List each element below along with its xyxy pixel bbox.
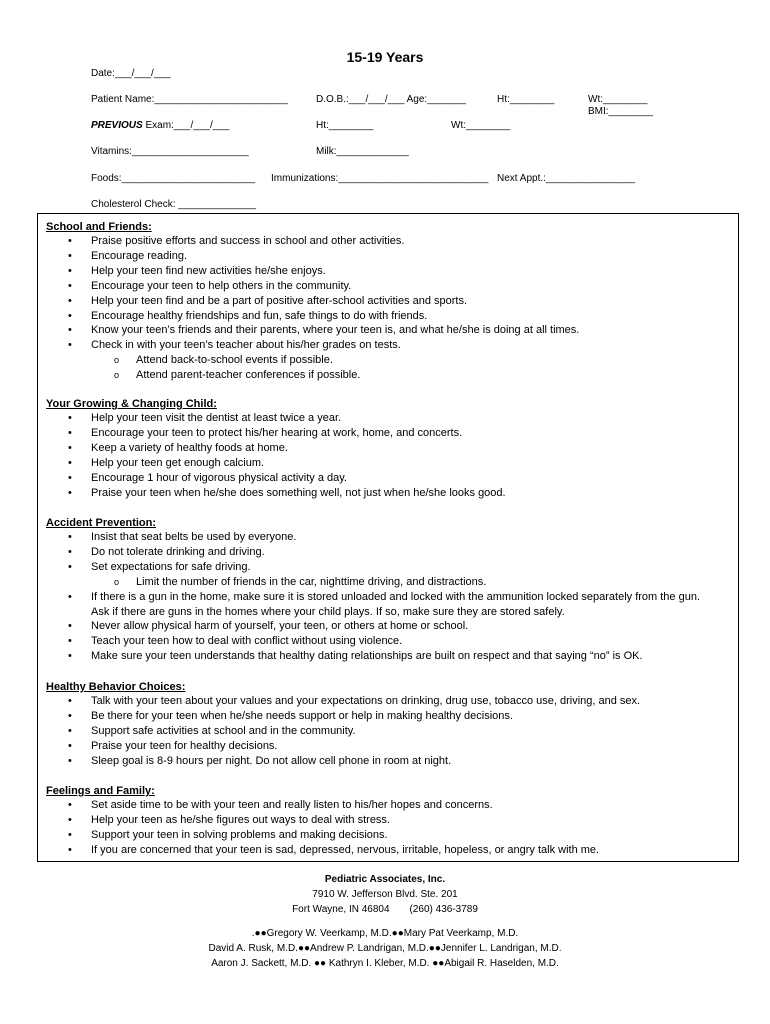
list-item: • Encourage your teen to help others in the community. <box>46 279 579 294</box>
foods-field[interactable]: Foods:________________________ <box>91 173 256 184</box>
bullet-list <box>46 694 640 769</box>
page-title: 15-19 Years <box>346 49 424 65</box>
list-item: • Praise positive efforts and success in school and other activities. <box>46 234 579 249</box>
growing-changing-section <box>46 397 506 500</box>
section-heading: Accident Prevention: <box>46 517 157 529</box>
bullet-list <box>46 798 599 858</box>
list-item: • Talk with your teen about your values and your expectations on drinking, drug use, tobacco use, driving, and sex. <box>46 694 640 709</box>
section-heading: Healthy Behavior Choices: <box>46 681 186 693</box>
healthy-behavior-section <box>46 680 640 769</box>
list-item: • Set aside time to be with your teen and really listen to his/her hopes and concerns. <box>46 798 599 813</box>
list-item: • Help your teen as he/she figures out ways to deal with stress. <box>46 813 599 828</box>
physicians-line-1: .●●Gregory W. Veerkamp, M.D.●●Mary Pat Veerkamp, M.D. <box>251 928 519 939</box>
list-item: • Sleep goal is 8-9 hours per night. Do not allow cell phone in room at night. <box>46 754 640 769</box>
list-item: • If there is a gun in the home, make sure it is stored unloaded and locked with the ammunition locked separately from the gun. Ask if there are guns in the homes where your child plays. If so, make sure they are stored safely. <box>46 590 711 620</box>
bullet-list <box>46 234 579 383</box>
vitamins-field[interactable]: Vitamins:_____________________ <box>91 146 249 157</box>
list-item: • Know your teen’s friends and their parents, where your teen is, and what he/she is doing at all times. <box>46 323 579 338</box>
guidance-box <box>37 213 739 862</box>
bullet-list <box>46 411 506 500</box>
physician-list <box>0 926 770 971</box>
list-item: • Help your teen find and be a part of positive after-school activities and sports. <box>46 294 579 309</box>
list-item: • Check in with your teen’s teacher about his/her grades on tests. <box>46 338 579 353</box>
patient-name-field[interactable]: Patient Name:________________________ <box>91 94 288 105</box>
list-item: • Help your teen visit the dentist at least twice a year. <box>46 411 506 426</box>
immunizations-field[interactable]: Immunizations:___________________________ <box>271 173 489 184</box>
list-item: • Help your teen find new activities he/she enjoys. <box>46 264 579 279</box>
previous-height-field[interactable]: Ht:________ <box>316 120 374 131</box>
list-item: • Support your teen in solving problems and making decisions. <box>46 828 599 843</box>
list-item: • Help your teen get enough calcium. <box>46 456 506 471</box>
list-item: • Praise your teen for healthy decisions. <box>46 739 640 754</box>
physicians-line-3: Aaron J. Sackett, M.D. ●● Kathryn I. Kleber, M.D. ●●Abigail R. Haselden, M.D. <box>211 958 559 969</box>
sub-list-item: o Limit the number of friends in the car, nighttime driving, and distractions. <box>46 575 711 590</box>
previous-weight-field[interactable]: Wt:________ <box>451 120 511 131</box>
dob-age-field[interactable]: D.O.B.:___/___/___ Age:_______ <box>316 94 467 105</box>
company-city: Fort Wayne, IN 46804 <box>292 904 390 915</box>
company-name: Pediatric Associates, Inc. <box>324 874 446 885</box>
list-item: • Encourage your teen to protect his/her hearing at work, home, and concerts. <box>46 426 506 441</box>
list-item: • Praise your teen when he/she does something well, not just when he/she looks good. <box>46 486 506 501</box>
list-item: • Support safe activities at school and in the community. <box>46 724 640 739</box>
bullet-list <box>46 530 711 664</box>
next-appointment-field[interactable]: Next Appt.:________________ <box>497 173 635 184</box>
feelings-family-section <box>46 784 599 858</box>
sub-list-item: o Attend back-to-school events if possible. <box>46 353 579 368</box>
list-item: • Encourage reading. <box>46 249 579 264</box>
school-friends-section <box>46 220 579 383</box>
height-field[interactable]: Ht:________ <box>497 94 555 105</box>
previous-exam-field[interactable] <box>91 120 229 131</box>
cholesterol-check-field[interactable]: Cholesterol Check: ______________ <box>91 199 257 210</box>
company-phone: (260) 436-3789 <box>409 904 478 915</box>
list-item: • Never allow physical harm of yourself, your teen, or others at home or school. <box>46 619 711 634</box>
date-field[interactable]: Date:___/___/___ <box>91 68 171 79</box>
sub-list-item: o Attend parent-teacher conferences if possible. <box>46 368 579 383</box>
bmi-field[interactable]: BMI:________ <box>588 106 654 117</box>
physicians-line-2: David A. Rusk, M.D.●●Andrew P. Landrigan, M.D.●●Jennifer L. Landrigan, M.D. <box>208 943 562 954</box>
list-item: • Insist that seat belts be used by everyone. <box>46 530 711 545</box>
accident-prevention-section <box>46 516 711 664</box>
previous-exam-date: Exam:___/___/___ <box>142 120 230 131</box>
section-heading: Your Growing & Changing Child: <box>46 398 217 410</box>
milk-field[interactable]: Milk:_____________ <box>316 146 409 157</box>
section-heading: School and Friends: <box>46 221 152 233</box>
section-heading: Feelings and Family: <box>46 785 155 797</box>
company-address: 7910 W. Jefferson Blvd. Ste. 201 <box>312 889 458 900</box>
city-phone-line <box>0 902 770 917</box>
list-item: • Make sure your teen understands that healthy dating relationships are built on respect and that saying “no” is OK. <box>46 649 711 664</box>
list-item: • Teach your teen how to deal with conflict without using violence. <box>46 634 711 649</box>
list-item: • Be there for your teen when he/she needs support or help in making healthy decisions. <box>46 709 640 724</box>
weight-field[interactable]: Wt:________ <box>588 94 648 105</box>
list-item: • Set expectations for safe driving. <box>46 560 711 575</box>
practice-info <box>0 872 770 917</box>
list-item: • Keep a variety of healthy foods at home. <box>46 441 506 456</box>
list-item: • If you are concerned that your teen is sad, depressed, nervous, irritable, hopeless, or angry talk with me. <box>46 843 599 858</box>
list-item: • Encourage healthy friendships and fun, safe things to do with friends. <box>46 309 579 324</box>
list-item: • Do not tolerate drinking and driving. <box>46 545 711 560</box>
list-item: • Encourage 1 hour of vigorous physical activity a day. <box>46 471 506 486</box>
previous-label: PREVIOUS <box>91 120 143 131</box>
